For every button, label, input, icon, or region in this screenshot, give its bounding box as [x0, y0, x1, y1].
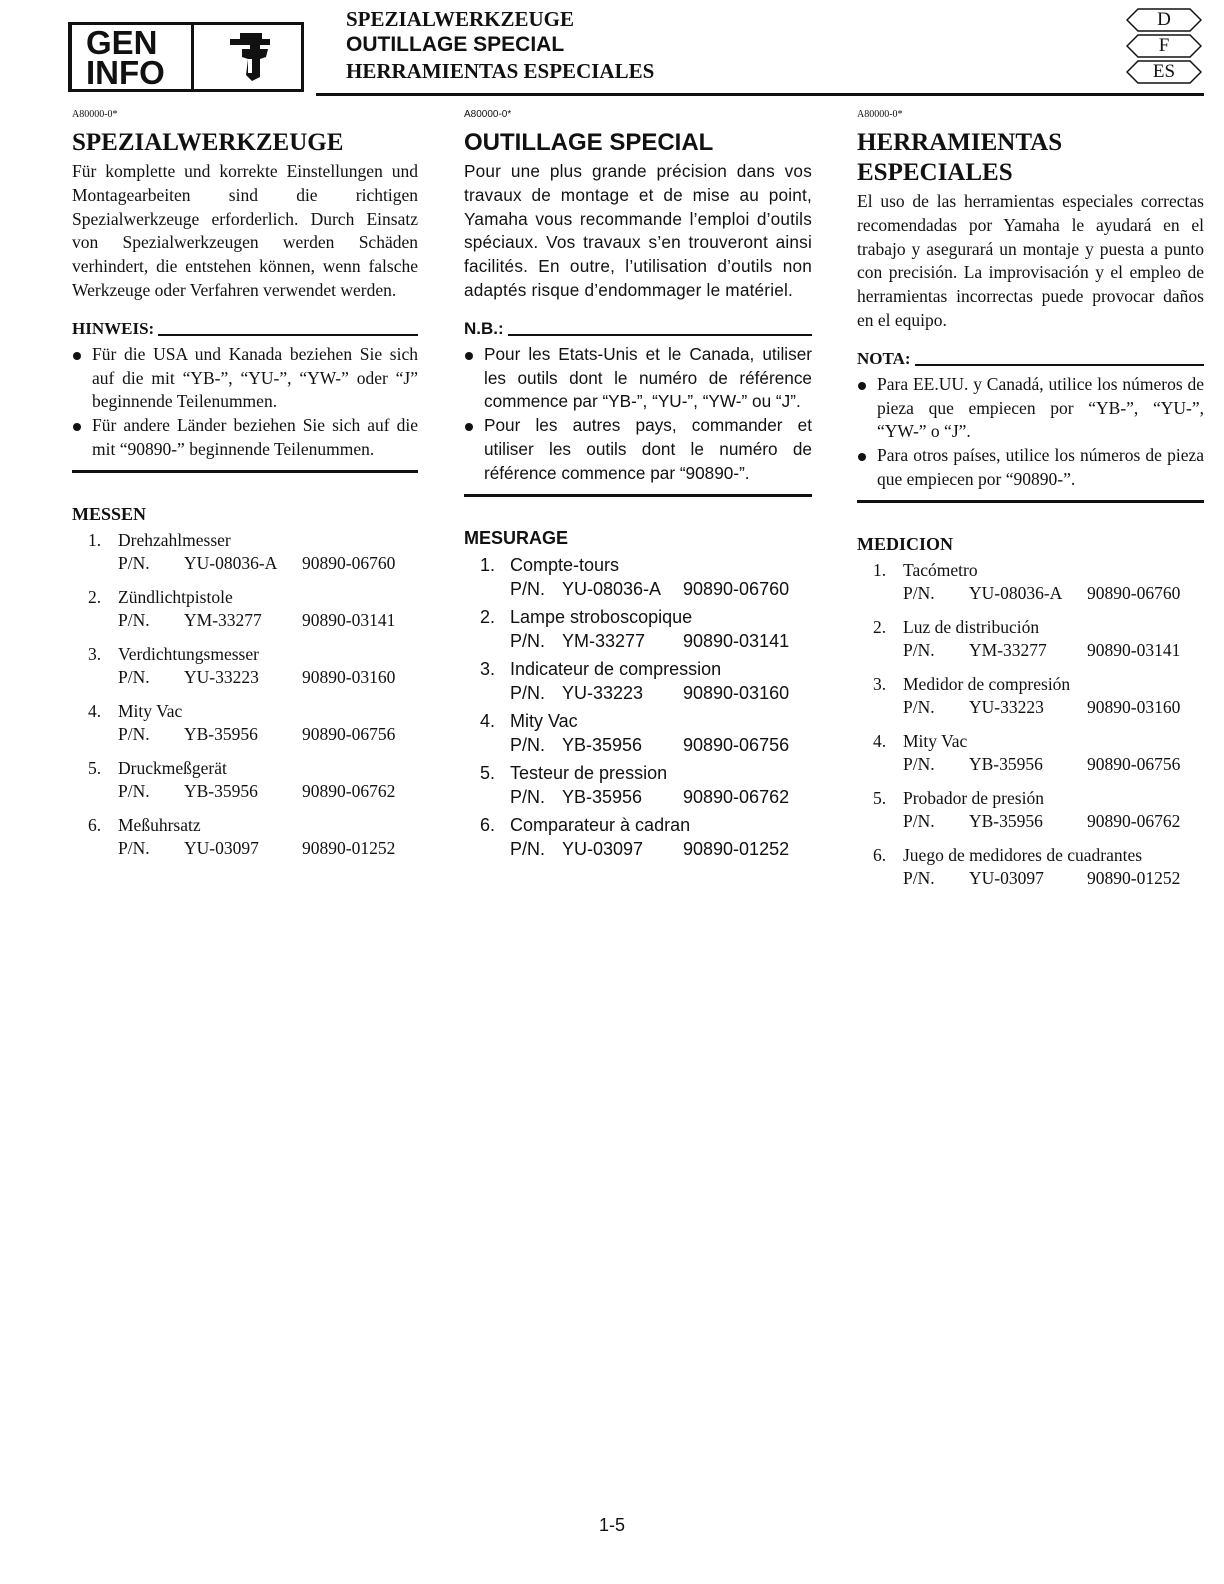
column-french: [464, 108, 812, 865]
tool-list: [464, 553, 812, 862]
note-heading: NOTA:: [857, 349, 1204, 369]
badge-line-1: GEN: [86, 24, 158, 61]
tool-item: 4. Mity Vac P/N. YB-35956 90890-06756: [480, 710, 790, 756]
tool-item: 2. Luz de distribución P/N. YM-33277 90890-03141: [873, 616, 1181, 661]
section-title: HERRAMIENTAS ESPECIALES: [857, 129, 1063, 186]
note-item: Pour les Etats-Unis et le Canada, utiliser les outils dont le numéro de référence commence par “YB-”, “YU-”, “YW-” ou “J”.: [464, 343, 812, 414]
subsection-heading: MEDICION: [857, 533, 954, 554]
tool-item: 5. Testeur de pression P/N. YB-35956 90890-06762: [480, 762, 790, 808]
outboard-motor-icon: [222, 29, 286, 87]
tool-list: [857, 559, 1204, 891]
note-item: Para otros países, utilice los números de pieza que empiecen por “90890-”.: [857, 444, 1204, 492]
subsection-heading: MESSEN: [72, 503, 147, 524]
language-badge-de: D: [1126, 8, 1202, 32]
language-badge-es: ES: [1126, 60, 1202, 84]
bullet-icon: [73, 423, 81, 431]
tool-item: 6. Juego de medidores de cuadrantes P/N. YU-03097 90890-01252: [873, 844, 1181, 889]
tool-item: 2. Lampe stroboscopique P/N. YM-33277 90890-03141: [480, 606, 790, 652]
bullet-icon: [465, 423, 473, 431]
intro-paragraph: El uso de las herramientas especiales correctas recomendadas por Yamaha le ayudará en el trabajo y asegurará un montaje y puesta a punto con precisión. La improvisación y el empleo de herramientas incorrectas puede provocar daños en el equipo.: [857, 191, 1204, 330]
note-box: [464, 319, 812, 497]
header-titles: [346, 6, 654, 84]
note-item: Für andere Länder beziehen Sie sich auf die mit “90890-” beginnende Teilenummen.: [72, 414, 418, 462]
note-item: Pour les autres pays, commander et utiliser les outils dont le numéro de référence commence par “90890-”.: [464, 414, 812, 485]
header-title-es: HERRAMIENTAS ESPECIALES: [346, 59, 655, 83]
tool-item: 1. Tacómetro P/N. YU-08036-A 90890-06760: [873, 559, 1181, 604]
doc-code: A80000-0*: [464, 109, 512, 120]
note-heading: N.B.:: [464, 319, 812, 339]
note-end-rule: [464, 494, 812, 497]
tool-item: 3. Verdichtungsmesser P/N. YU-33223 90890-03160: [88, 643, 396, 688]
note-box: [72, 319, 418, 473]
language-badge-fr: F: [1126, 34, 1202, 58]
intro-paragraph: Für komplette und korrekte Einstellungen und Montagearbeiten sind die richtigen Spezialwerkzeuge erforderlich. Durch Einsatz von Spezialwerkzeugen werden Schäden verhindert, die entstehen können, wenn falsche Werkzeuge oder Verfahren verwendet werden.: [72, 161, 418, 300]
subsection-heading: MESURAGE: [464, 527, 569, 548]
header-title-fr: OUTILLAGE SPECIAL: [346, 33, 565, 56]
bullet-icon: [858, 453, 866, 461]
header-title-de: SPEZIALWERKZEUGE: [346, 7, 574, 31]
header-rule: [316, 93, 1204, 96]
column-spanish: [857, 108, 1204, 901]
section-badge: [68, 22, 304, 92]
tool-list: [72, 529, 418, 861]
tool-item: 1. Drehzahlmesser P/N. YU-08036-A 90890-06760: [88, 529, 396, 574]
tool-item: 6. Comparateur à cadran P/N. YU-03097 90890-01252: [480, 814, 790, 860]
doc-code: A80000-0*: [857, 109, 903, 120]
bullet-icon: [858, 382, 866, 390]
bullet-icon: [73, 352, 81, 360]
note-item: Für die USA und Kanada beziehen Sie sich auf die mit “YB-”, “YU-”, “YW-” oder “J” beginnende Teilenummen.: [72, 343, 418, 414]
note-heading: HINWEIS:: [72, 319, 418, 339]
bullet-icon: [465, 352, 473, 360]
intro-paragraph: Pour une plus grande précision dans vos travaux de montage et de mise au point, Yamaha vous recommande l’emploi d’outils spéciaux. Vos travaux s’en trouveront ainsi facilités. En outre, l’utilisation d’outils non adaptés risque d’endommager le matériel.: [464, 161, 812, 300]
tool-item: 6. Meßuhrsatz P/N. YU-03097 90890-01252: [88, 814, 396, 859]
section-title: SPEZIALWERKZEUGE: [72, 129, 344, 156]
note-box: [857, 349, 1204, 503]
tool-item: 4. Mity Vac P/N. YB-35956 90890-06756: [88, 700, 396, 745]
note-end-rule: [72, 470, 418, 473]
section-title: OUTILLAGE SPECIAL: [464, 129, 714, 156]
note-end-rule: [857, 500, 1204, 503]
section-badge-text: [72, 25, 194, 89]
page-number: 1-5: [598, 1515, 626, 1535]
tool-item: 3. Indicateur de compression P/N. YU-33223 90890-03160: [480, 658, 790, 704]
note-item: Para EE.UU. y Canadá, utilice los números de pieza que empiecen por “YB-”, “YU-”, “YW-” o “J”.: [857, 373, 1204, 444]
tool-item: 4. Mity Vac P/N. YB-35956 90890-06756: [873, 730, 1181, 775]
tool-item: 5. Druckmeßgerät P/N. YB-35956 90890-06762: [88, 757, 396, 802]
column-german: [72, 108, 418, 871]
language-badges: [1126, 8, 1206, 86]
tool-item: 3. Medidor de compresión P/N. YU-33223 90890-03160: [873, 673, 1181, 718]
tool-item: 5. Probador de presión P/N. YB-35956 90890-06762: [873, 787, 1181, 832]
tool-item: 2. Zündlichtpistole P/N. YM-33277 90890-03141: [88, 586, 396, 631]
badge-line-2: INFO: [86, 54, 165, 91]
tool-item: 1. Compte-tours P/N. YU-08036-A 90890-06760: [480, 554, 790, 600]
doc-code: A80000-0*: [72, 109, 118, 120]
